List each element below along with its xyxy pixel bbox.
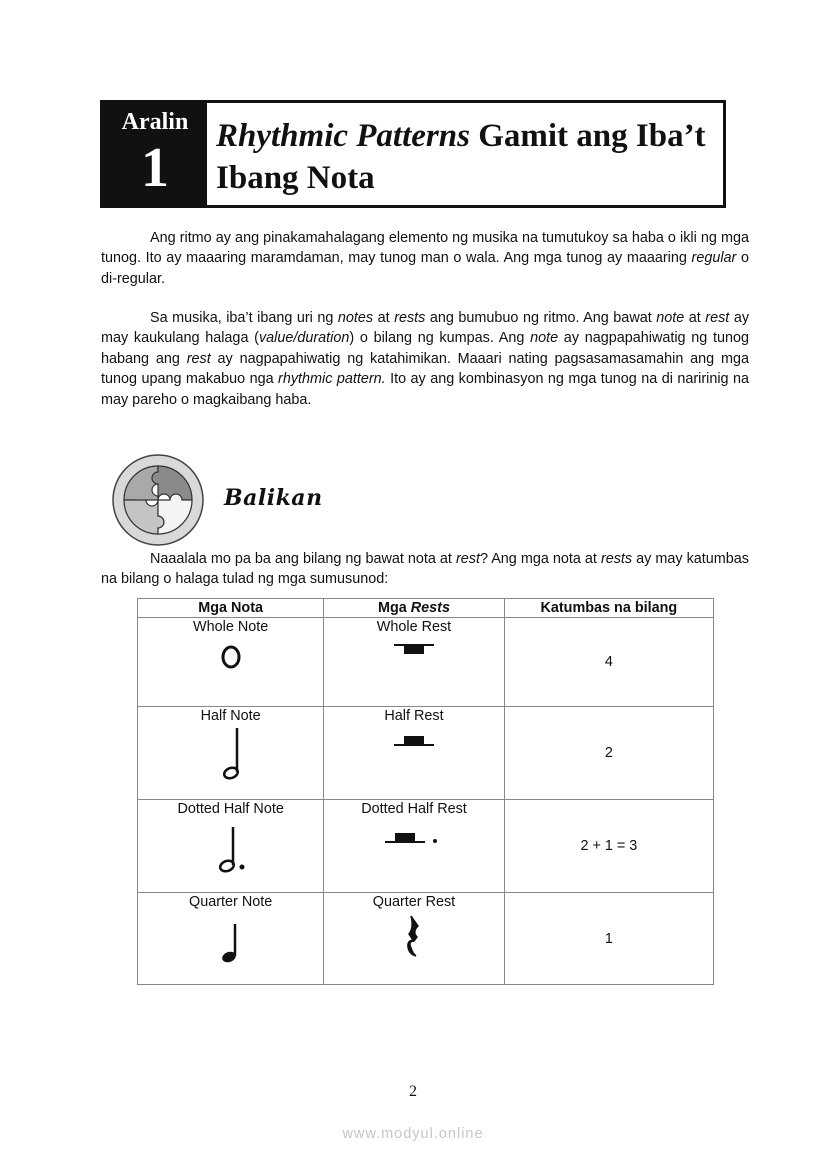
page-number: 2 [409, 1083, 417, 1100]
lesson-title-italic: Rhythmic Patterns [216, 118, 470, 154]
table-row [138, 707, 714, 800]
rest-label: Quarter Rest [372, 894, 456, 910]
table-row [138, 800, 714, 893]
whole-rest-icon [384, 635, 444, 675]
note-label: Half Note [200, 708, 261, 724]
lesson-tag [103, 103, 207, 205]
notes-rests-table [137, 598, 714, 985]
lesson-header [100, 100, 726, 208]
note-label: Quarter Note [189, 894, 273, 910]
value-cell: 2 + 1 = 3 [504, 800, 713, 893]
quarter-note-icon [211, 910, 251, 968]
rest-label: Half Rest [384, 708, 444, 724]
table-row [138, 618, 714, 707]
table-header-row [138, 599, 714, 618]
whole-note-icon [211, 635, 251, 679]
intro-paragraph-2: Sa musika, iba’t ibang uri ng notes at rests ang bumubuo ng ritmo. Ang bawat note at rest ay may kaukulang halaga (value/duration) o bilang ng kumpas. Ang note ay nagpapahiwatig ng tunog habang ang rest ay nagpapahiwatig ng katahimikan. Maaari nating pagsasamasamahin ang mga tunog upang makabuo nga rhythmic pattern. Ito ay ang kombinasyon ng mga tunog na di naririnig na may pareho o magkaibang haba. [101, 310, 750, 408]
note-cell [138, 707, 324, 800]
watermark: www.modyul.online [342, 1126, 484, 1142]
rest-cell [324, 707, 504, 800]
note-label: Dotted Half Note [177, 801, 284, 817]
note-cell [138, 800, 324, 893]
note-cell [138, 618, 324, 707]
section-title-balikan: Balikan [224, 485, 323, 511]
balikan-paragraph: Naaalala mo pa ba ang bilang ng bawat nota at rest? Ang mga nota at rests ay may katumbas na bilang o halaga tulad ng mga sumusunod: [101, 551, 749, 588]
header-value: Katumbas na bilang [504, 599, 713, 618]
header-rests: Mga Rests [324, 599, 504, 618]
lesson-title [207, 103, 723, 205]
half-rest-icon [384, 724, 444, 764]
dotted-half-note-icon [209, 817, 253, 875]
value-cell: 4 [504, 618, 713, 707]
lesson-title-rest: Gamit ang Iba’t [469, 118, 706, 154]
rest-label: Whole Rest [376, 619, 452, 635]
quarter-rest-icon [394, 910, 434, 962]
lesson-number: 1 [141, 137, 169, 199]
rest-cell [324, 800, 504, 893]
rest-label: Dotted Half Rest [361, 801, 467, 817]
half-note-icon [211, 724, 251, 782]
puzzle-icon [112, 454, 204, 546]
table-row [138, 893, 714, 985]
value-cell: 2 [504, 707, 713, 800]
rest-cell [324, 893, 504, 985]
lesson-word: Aralin [121, 109, 189, 135]
intro-paragraph-1: Ang ritmo ay ang pinakamahalagang elemento ng musika na tumutukoy sa haba o ikli ng mga tunog. Ito ay maaaring maramdaman, may tunog man o wala. Ang mga tunog ay maaaring regular o di-regular. [101, 230, 749, 287]
header-notes: Mga Nota [138, 599, 324, 618]
note-cell [138, 893, 324, 985]
value-cell: 1 [504, 893, 713, 985]
lesson-title-line2: Ibang Nota [216, 160, 375, 196]
note-label: Whole Note [193, 619, 269, 635]
dotted-half-rest-icon [379, 817, 449, 857]
rest-cell [324, 618, 504, 707]
